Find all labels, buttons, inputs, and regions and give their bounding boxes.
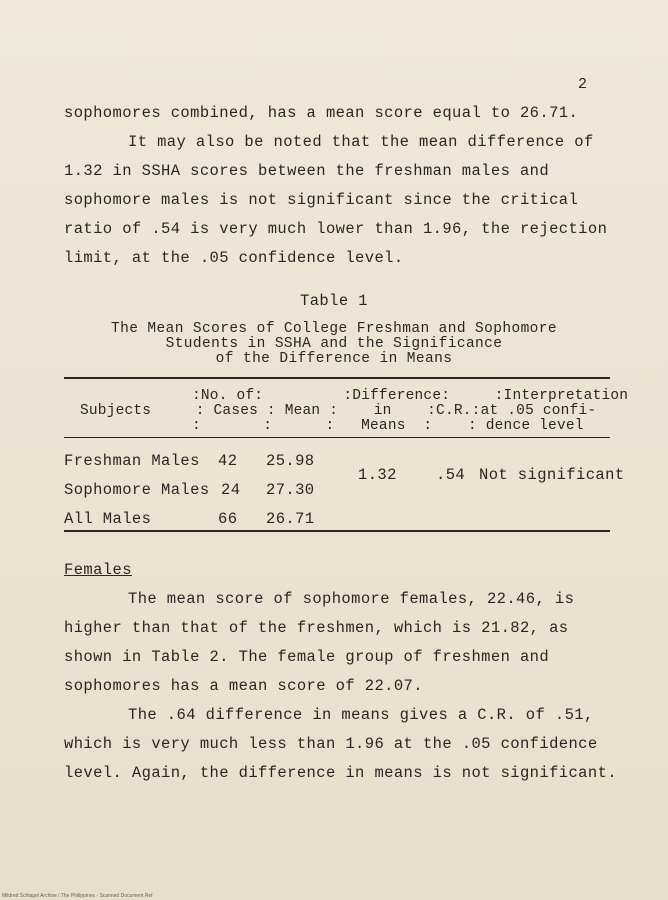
table-cell-cr: .54: [436, 466, 466, 484]
table-bottom-rule: [64, 530, 610, 532]
paragraph-line: 1.32 in SSHA scores between the freshman males and: [64, 162, 550, 180]
table-header-line: : : : Means : : dence level: [192, 418, 584, 434]
table-header-rule: [64, 437, 610, 438]
paragraph-line: sophomores has a mean score of 22.07.: [64, 677, 423, 695]
table-cell-mean: 27.30: [266, 481, 315, 499]
table-label: Table 1: [300, 292, 368, 310]
section-heading: Females: [64, 561, 132, 579]
table-cell-cases: 24: [221, 481, 241, 499]
paragraph-line: level. Again, the difference in means is not significant.: [64, 764, 617, 782]
paragraph-line: higher than that of the freshmen, which is 21.82, as: [64, 619, 569, 637]
table-title-line: The Mean Scores of College Freshman and Sophomore: [111, 321, 557, 337]
paragraph-line: sophomore males is not significant since the critical: [64, 191, 579, 209]
table-cell-subject: Sophomore Males: [64, 481, 210, 499]
table-cell-subject: All Males: [64, 510, 152, 528]
paragraph-line: ratio of .54 is very much lower than 1.96, the rejection: [64, 220, 608, 238]
page-number: 2: [578, 76, 588, 93]
table-header-line: :No. of: :Difference: :Interpretation: [192, 388, 629, 404]
table-cell-interpretation: Not significant: [479, 466, 625, 484]
paragraph-line: The .64 difference in means gives a C.R. of .51,: [128, 706, 594, 724]
table-title-line: of the Difference in Means: [215, 351, 453, 367]
table-cell-cases: 42: [218, 452, 238, 470]
table-cell-subject: Freshman Males: [64, 452, 200, 470]
table-title-line: Students in SSHA and the Significance: [165, 336, 503, 352]
table-cell-difference: 1.32: [358, 466, 397, 484]
paragraph-line: The mean score of sophomore females, 22.46, is: [128, 590, 575, 608]
paragraph-line: It may also be noted that the mean difference of: [128, 133, 594, 151]
archive-footer: Mildred Schlagel Archive / The Philippines - Scanned Document Ref: [2, 893, 153, 899]
table-cell-mean: 26.71: [266, 510, 315, 528]
table-cell-mean: 25.98: [266, 452, 315, 470]
paragraph-line: sophomores combined, has a mean score equal to 26.71.: [64, 104, 579, 122]
paragraph-line: limit, at the .05 confidence level.: [64, 249, 404, 267]
table-header-line: Subjects : Cases : Mean : in :C.R.:at .05 confi-: [80, 403, 597, 419]
table-cell-cases: 66: [218, 510, 238, 528]
paragraph-line: which is very much less than 1.96 at the .05 confidence: [64, 735, 598, 753]
paragraph-line: shown in Table 2. The female group of freshmen and: [64, 648, 550, 666]
table-top-rule: [64, 377, 610, 379]
